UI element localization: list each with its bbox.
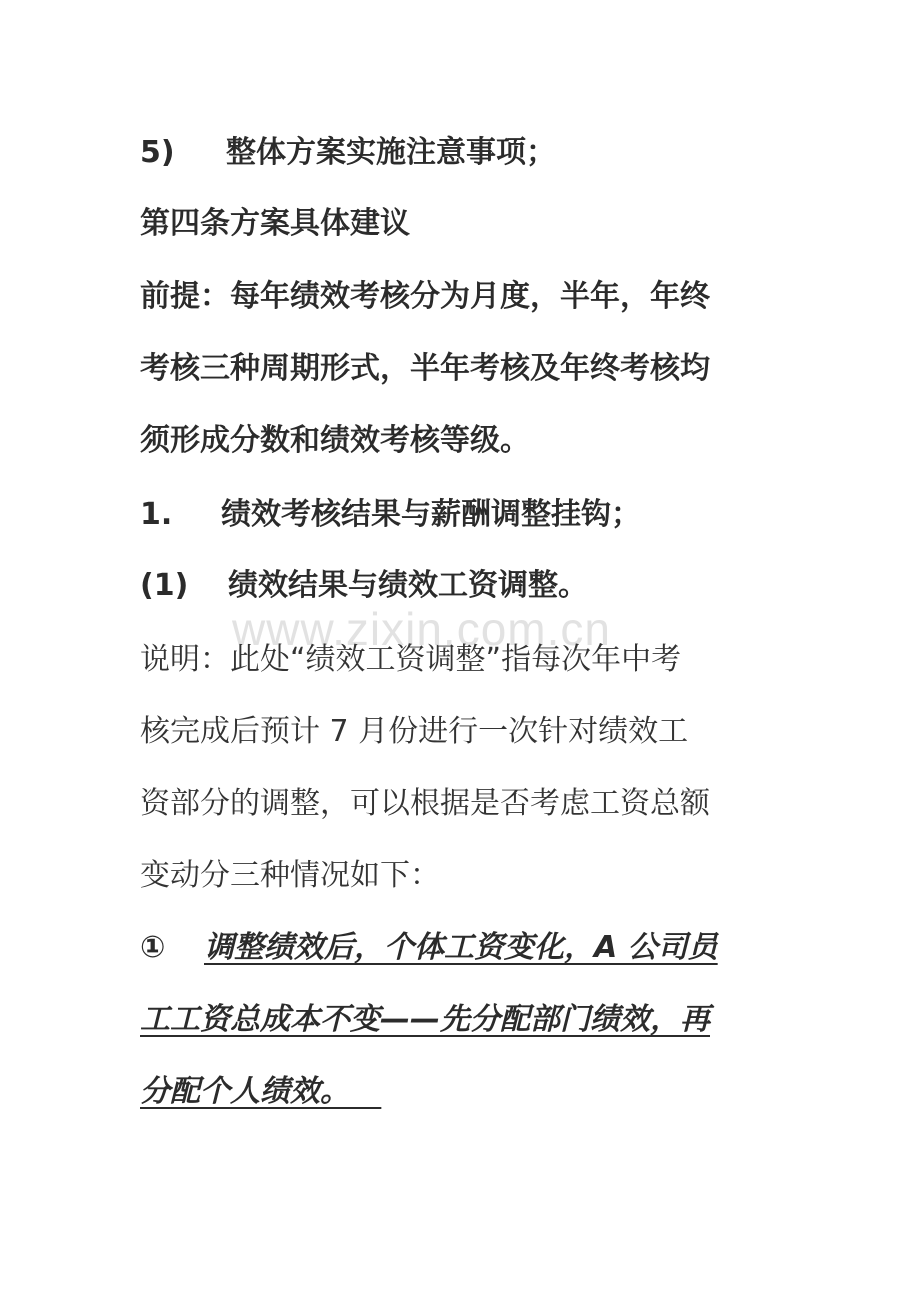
explanation-line-2: 核完成后预计 7 月份进行一次针对绩效工 bbox=[140, 714, 689, 749]
premise-line-1: 前提：每年绩效考核分为月度，半年，年终 bbox=[140, 279, 710, 314]
case-1-text-2: 工工资总成本不变——先分配部门绩效，再 bbox=[140, 1002, 710, 1037]
section-1-number: 1. bbox=[140, 497, 173, 532]
watermark: www.zixin.com.cn bbox=[232, 603, 611, 655]
explanation-line-4: 变动分三种情况如下： bbox=[140, 858, 440, 893]
case-1-marker: ① bbox=[140, 930, 166, 965]
case-1-trailing-underline bbox=[350, 1074, 381, 1109]
item-5-heading bbox=[140, 133, 790, 173]
item-5-number: 5) bbox=[140, 135, 175, 170]
article-4-title: 第四条方案具体建议 bbox=[140, 206, 410, 241]
case-1-text-1: 调整绩效后，个体工资变化，A 公司员 bbox=[204, 930, 718, 965]
section-1-heading bbox=[140, 495, 790, 535]
case-1-text-3: 分配个人绩效。 bbox=[140, 1074, 350, 1109]
item-5-text: 整体方案实施注意事项； bbox=[226, 135, 556, 170]
case-1-line-2 bbox=[140, 1000, 790, 1040]
subsection-1-text: 绩效结果与绩效工资调整。 bbox=[228, 568, 588, 603]
explanation-line-3: 资部分的调整，可以根据是否考虑工资总额 bbox=[140, 786, 710, 821]
premise-line-3: 须形成分数和绩效考核等级。 bbox=[140, 423, 530, 458]
subsection-1-heading bbox=[140, 566, 790, 606]
explanation-line-1: 说明：此处“绩效工资调整”指每次年中考 bbox=[140, 642, 682, 677]
premise-line-2: 考核三种周期形式，半年考核及年终考核均 bbox=[140, 351, 710, 386]
case-1-line-1 bbox=[140, 928, 790, 968]
case-1-line-3 bbox=[140, 1072, 790, 1112]
subsection-1-number: (1) bbox=[140, 568, 189, 603]
section-1-text: 绩效考核结果与薪酬调整挂钩； bbox=[221, 497, 641, 532]
